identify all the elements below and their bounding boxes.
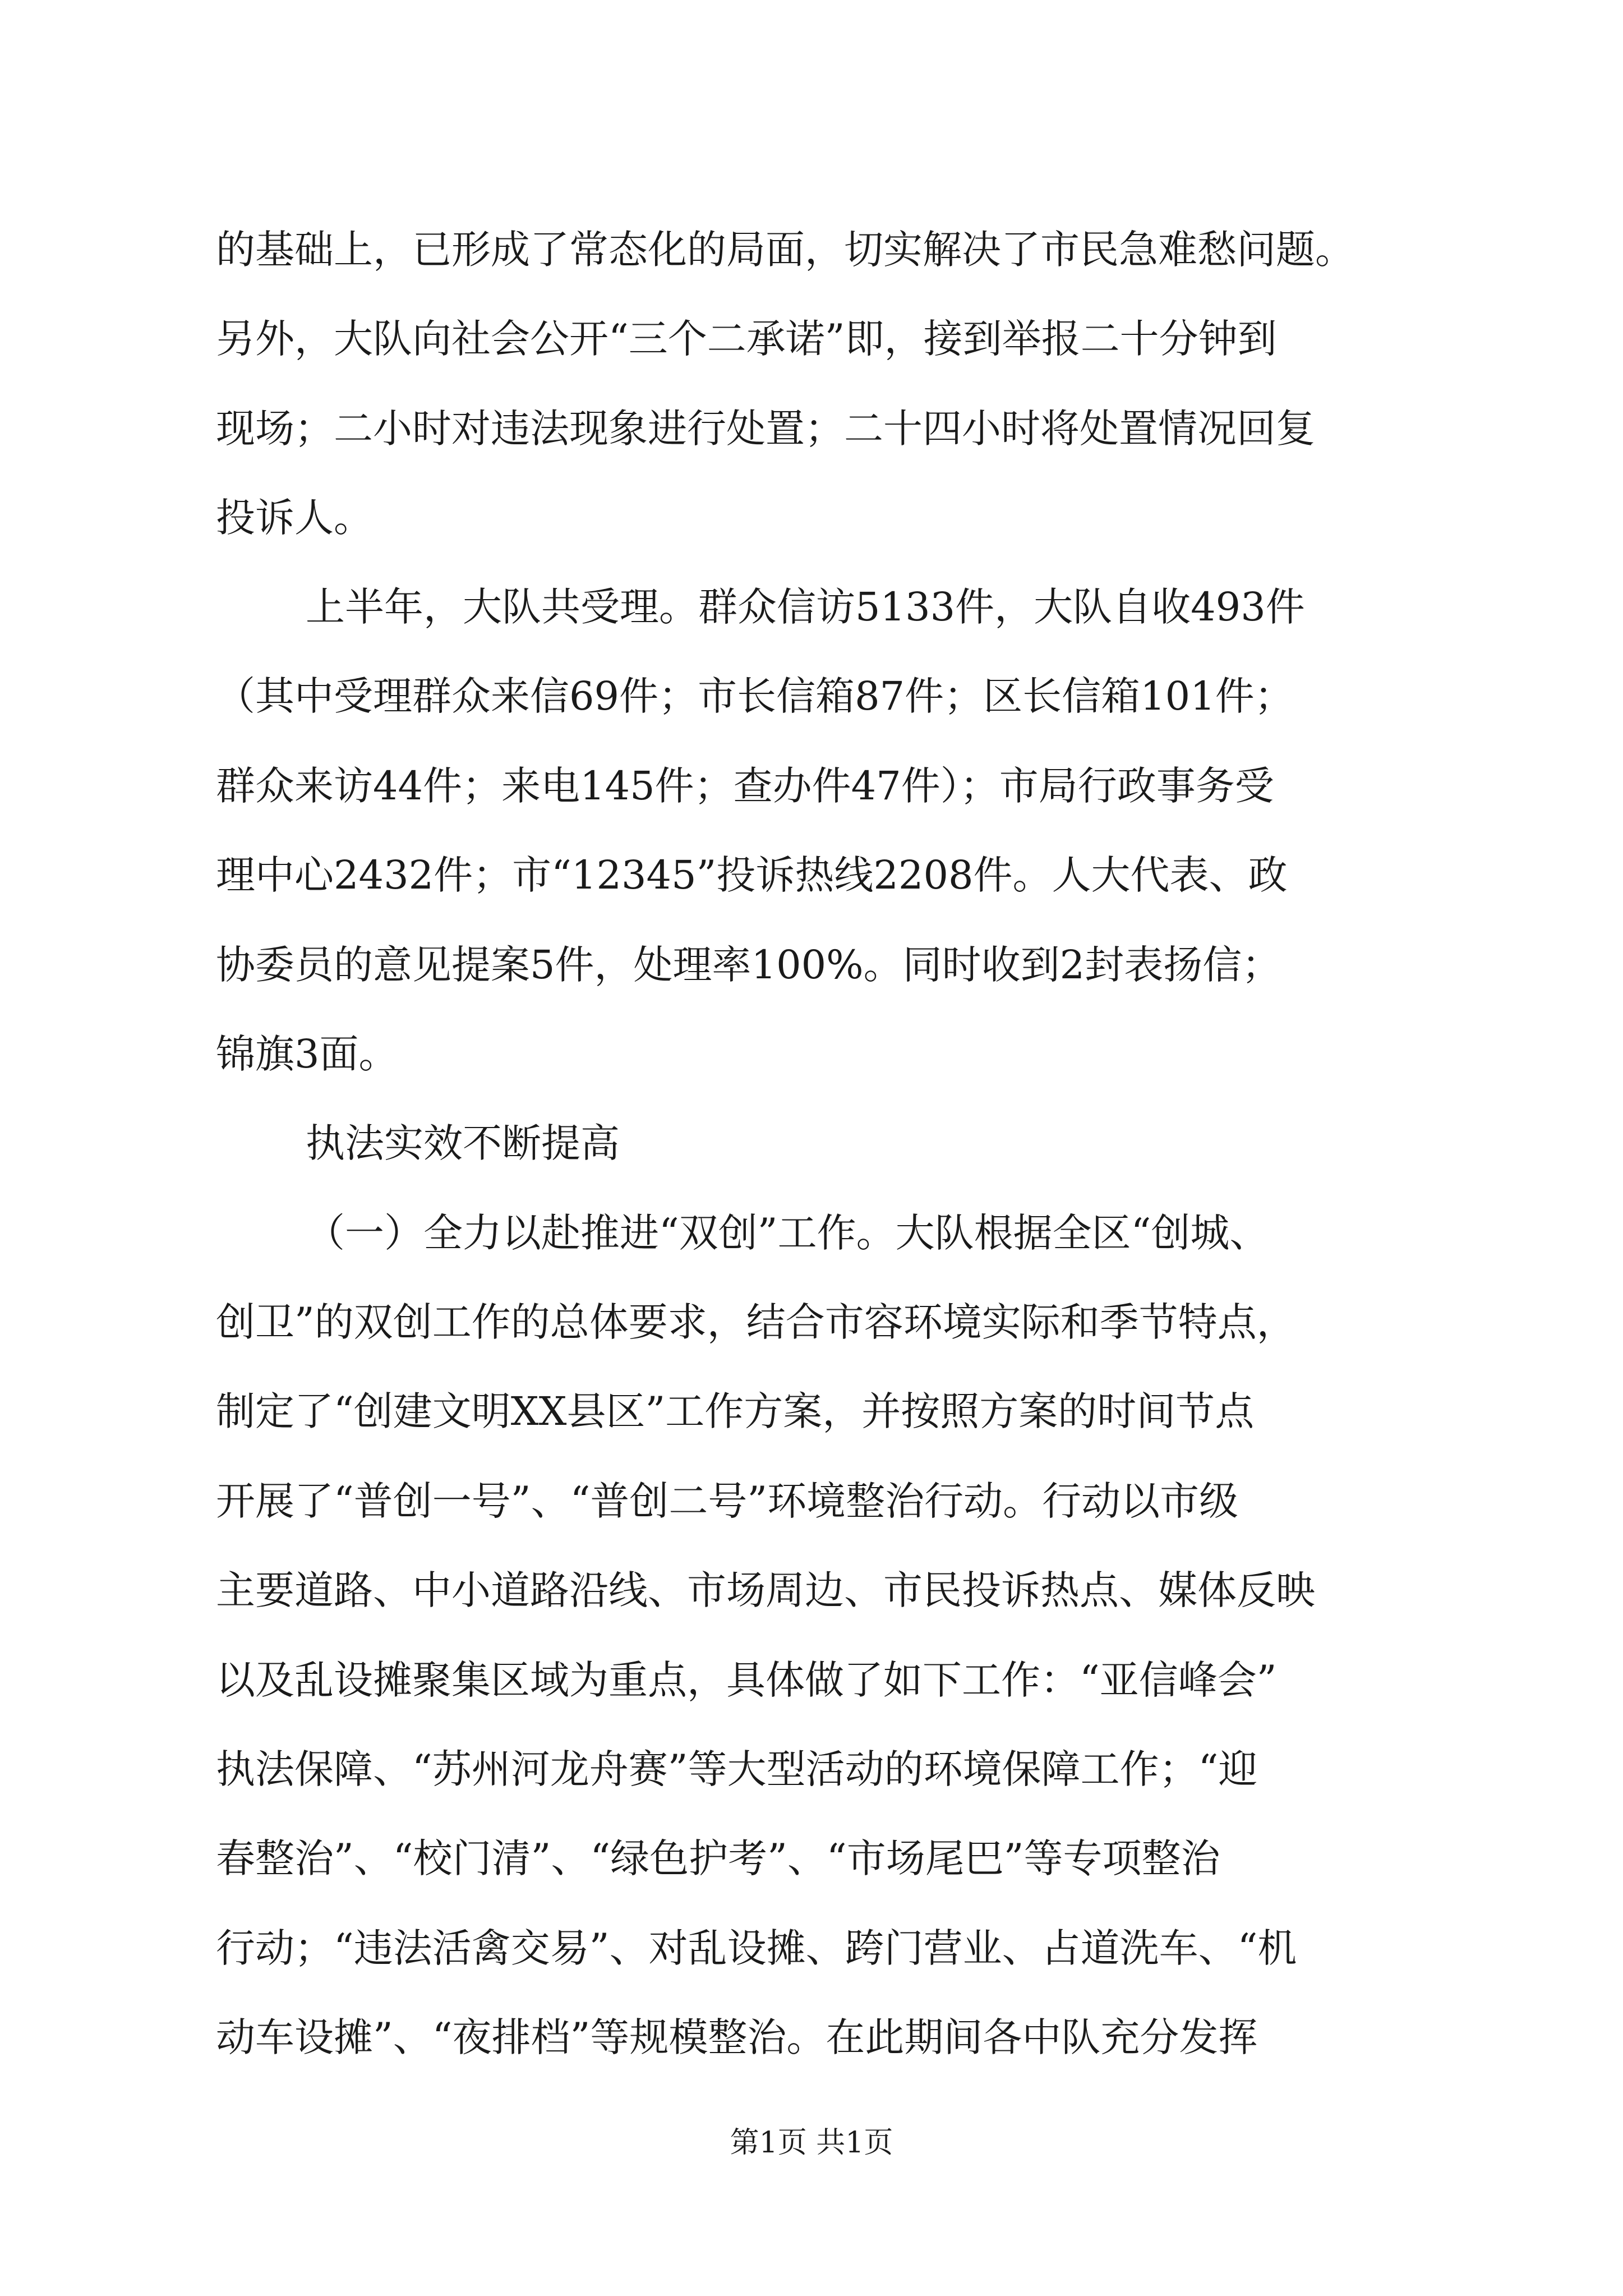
body-text-line: （其中受理群众来信69件；市长信箱87件；区长信箱101件； [216, 674, 1294, 719]
page-number-footer: 第1页 共1页 [730, 2126, 893, 2160]
body-text-line: 春整治”、“校门清”、“绿色护考”、“市场尾巴”等专项整治 [216, 1836, 1220, 1881]
section-heading: 执法实效不断提高 [306, 1121, 620, 1166]
body-text-line: 群众来访44件；来电145件；查办件47件）；市局行政事务受 [216, 763, 1274, 808]
body-text-line: 制定了“创建文明XX县区”工作方案，并按照方案的时间节点 [216, 1389, 1255, 1434]
body-text-line: 动车设摊”、“夜排档”等规模整治。在此期间各中队充分发挥 [216, 2015, 1258, 2060]
body-text-line: 理中心2432件；市“12345”投诉热线2208件。人大代表、政 [216, 853, 1288, 898]
body-text-line: 创卫”的双创工作的总体要求，结合市容环境实际和季节特点， [216, 1300, 1296, 1345]
body-text-line: 执法保障、“苏州河龙舟赛”等大型活动的环境保障工作；“迎 [216, 1747, 1258, 1792]
body-text-line: 锦旗3面。 [216, 1032, 398, 1076]
body-text-line: 现场；二小时对违法现象进行处置；二十四小时将处置情况回复 [216, 406, 1315, 451]
body-text-line: 开展了“普创一号”、“普创二号”环境整治行动。行动以市级 [216, 1479, 1239, 1524]
body-text-line: 主要道路、中小道路沿线、市场周边、市民投诉热点、媒体反映 [216, 1568, 1315, 1613]
body-text-line: 投诉人。 [216, 495, 373, 540]
body-text-line: 的基础上，已形成了常态化的局面，切实解决了市民急难愁问题。 [216, 227, 1354, 272]
body-text-line: 行动；“违法活禽交易”、对乱设摊、跨门营业、占道洗车、“机 [216, 1926, 1297, 1971]
body-text-line: 协委员的意见提案5件，处理率100%。同时收到2封表扬信； [216, 942, 1281, 987]
body-text-line: 以及乱设摊聚集区域为重点，具体做了如下工作：“亚信峰会” [216, 1658, 1277, 1703]
paragraph-first-line: （一）全力以赴推进“双创”工作。大队根据全区“创城、 [306, 1211, 1269, 1255]
paragraph-first-line: 上半年，大队共受理。群众信访5133件，大队自收493件 [306, 585, 1305, 629]
body-text-line: 另外，大队向社会公开“三个二承诺”即，接到举报二十分钟到 [216, 316, 1277, 361]
